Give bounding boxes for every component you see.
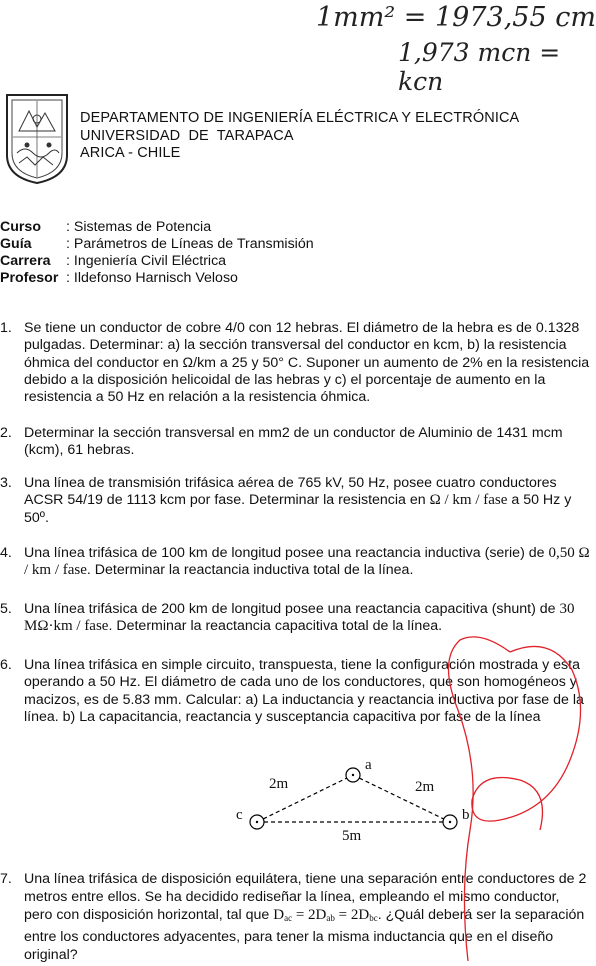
label-b: b [462,807,470,823]
meta-course-value: : Sistemas de Potencia [66,219,212,235]
question-number: 4. [0,545,12,561]
question-text: Una línea trifásica de 200 km de longitud posee una reactancia capacitiva (shunt) de [24,601,556,617]
question-text: Determinar la sección transversal en mm2 de un conductor de Aluminio de 1431 mcm (kcm), 61 hebras. [24,425,563,459]
span-a-b [353,775,450,822]
spacing-equation [273,907,377,923]
question-text-end: . Determinar la reactancia inductiva total de la línea. [86,562,414,579]
eq-part-2: = 2D [334,907,370,924]
label-distance-cb: 5m [342,828,362,844]
eq-sub-ab: ab [326,913,335,924]
question-number: 6. [0,657,12,673]
meta-guide-label: Guía [0,236,32,252]
meta-professor [0,270,238,287]
question-number: 5. [0,601,12,617]
meta-professor-value: : Ildefonso Harnisch Veloso [66,270,238,286]
eq-d: D [273,907,285,924]
question-text: Una línea de transmisión trifásica aérea de 765 kV, 50 Hz, posee cuatro conductores ACSR 54/19 de 1113 kcm por fase. Determinar la resistencia en [24,475,557,509]
meta-career-label: Carrera [0,253,51,269]
meta-course [0,219,211,236]
meta-course-label: Curso [0,219,41,235]
question-number: 7. [0,871,12,887]
question-number: 3. [0,475,12,491]
unit-expression: 0,50 Ω / km / fase [24,545,590,579]
question-text: Una línea trifásica de disposición equilátera, tiene una separación entre conductores de 2 metros entre ellos. Se ha decidido rediseñar la línea, empleando el mismo conductor, pero con disposición horizontal, tal que [24,871,587,924]
question-text-end: . Determinar la reactancia capacitiva total de la línea. [108,618,443,635]
meta-career-value: : Ingeniería Civil Eléctrica [66,253,227,269]
question-number: 1. [0,320,12,336]
label-a: a [365,757,372,773]
meta-guide-value: : Parámetros de Líneas de Transmisión [66,236,314,252]
question-text-wrap [24,475,590,527]
question-number: 2. [0,425,12,441]
header-university: UNIVERSIDAD DE TARAPACA [80,128,294,144]
question-text-end: a 50 Hz y 50º. [24,492,572,526]
eq-sub-ac: ac [284,913,293,924]
meta-guide [0,236,314,253]
label-distance-ca: 2m [269,776,289,792]
header-location: ARICA - CHILE [80,145,181,161]
unit-expression: 30 MΩ·km / fase [24,601,575,635]
header-department: DEPARTAMENTO DE INGENIERÍA ELÉCTRICA Y ELECTRÓNICA [80,110,520,126]
unit-expression: Ω / km / fase [429,492,508,509]
university-logo [5,93,69,185]
question-text-wrap [24,545,590,580]
label-c: c [236,807,243,823]
eq-part-1: = 2D [292,907,327,924]
meta-career [0,253,226,270]
red-annotation-scribble [440,630,590,961]
question-text: Una línea trifásica en simple circuito, transpuesta, tiene la configuración mostrada y esta operando a 50 Hz. El diámetro de cada uno de los conductores, que son homogéneos y macizos, es de 5.83 mm. Calcular: a) La inductancia y reactancia inductiva por fase de la línea. b) La capacitancia, reactancia y susceptancia capacitiva por fase de la línea [24,657,584,725]
handwritten-note-1: 1mm² = 1973,55 cm [316,2,596,33]
question-text: Se tiene un conductor de cobre 4/0 con 12 hebras. El diámetro de la hebra es de 0.1328 pulgadas. Determinar: a) la sección transversal del conductor en kcm, b) la resistencia óhmica del conductor en Ω/km a 25 y 50° C. Suponer un aumento de 2% en la resistencia debido a la disposición helicoidal de las hebras y c) el porcentaje de aumento en la resistencia a 50 Hz en relación a la resistencia óhmica. [24,320,590,406]
eq-sub-bc: bc [369,913,378,924]
question-text: Una línea trifásica de 100 km de longitud posee una reactancia inductiva (serie) de [24,545,545,561]
question-text-end: . ¿Quál deberá ser la separación entre los conductores adyacentes, para tener la misma inductancia que en el diseño original? [24,907,585,963]
label-distance-ab: 2m [415,779,435,795]
handwritten-note-2: 1,973 mcn = kcn [398,38,561,96]
meta-professor-label: Profesor [0,270,59,286]
